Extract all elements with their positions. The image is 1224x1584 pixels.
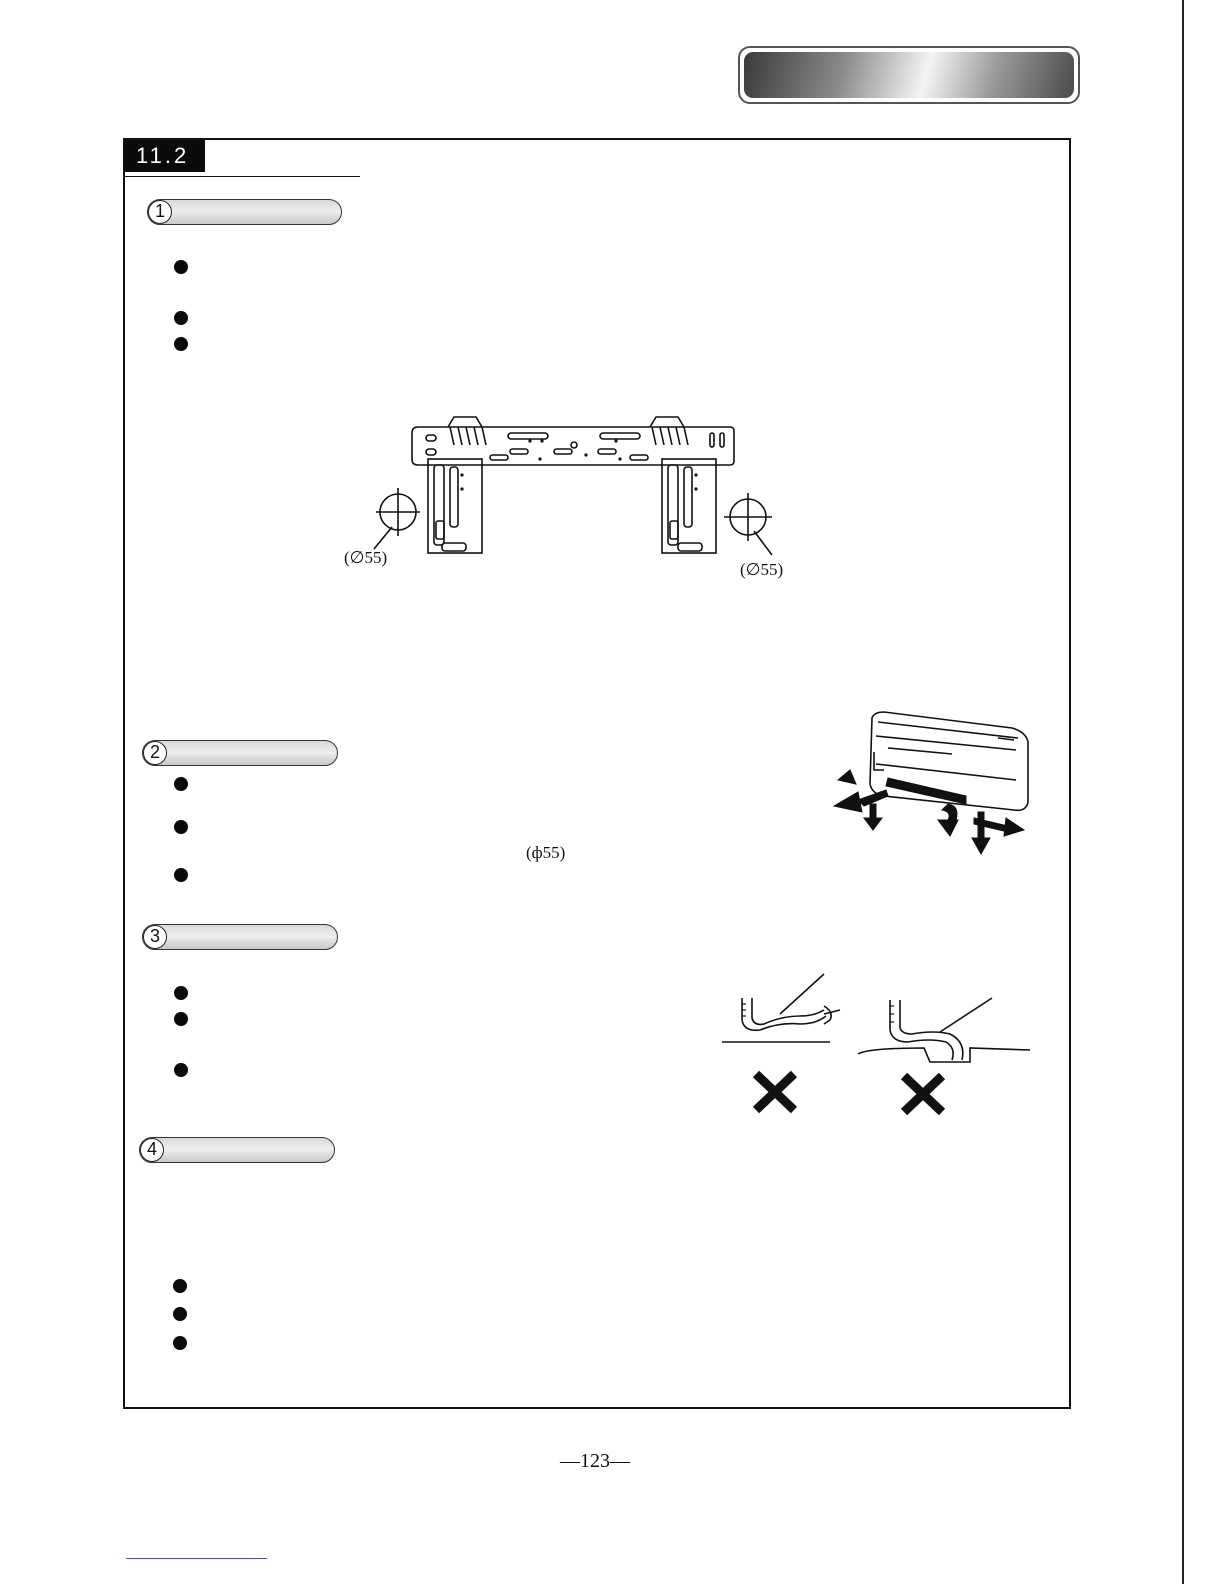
bullet-2b <box>174 820 188 834</box>
subsection-3-number: 3 <box>143 925 167 949</box>
section-title-underline <box>124 176 360 177</box>
bullet-1b <box>174 311 188 325</box>
mounting-plate-diagram <box>330 405 810 590</box>
bullet-4b <box>173 1307 187 1321</box>
subsection-4-number: 4 <box>140 1138 164 1162</box>
drain-hose-incorrect-diagram <box>720 970 1040 1125</box>
indoor-unit-piping-diagram <box>828 708 1038 868</box>
subsection-2-heading <box>142 740 338 766</box>
bullet-2a <box>174 777 188 791</box>
bullet-1c <box>174 337 188 351</box>
chapter-header-tab <box>738 46 1080 104</box>
section-number-badge: 11.2 <box>124 140 205 172</box>
bullet-3b <box>174 1012 188 1026</box>
left-hole-diameter-label: (∅55) <box>344 548 388 567</box>
bullet-3a <box>174 986 188 1000</box>
subsection-1-heading <box>147 199 342 225</box>
subsection-4-heading <box>139 1137 335 1163</box>
right-hole-diameter-label: (∅55) <box>740 560 784 579</box>
bullet-2c <box>174 868 188 882</box>
footer-link-underline[interactable] <box>126 1558 267 1559</box>
subsection-3-heading <box>142 924 338 950</box>
bullet-1a <box>174 260 188 274</box>
chapter-header-gradient <box>744 52 1074 98</box>
subsection-2-number: 2 <box>143 741 167 765</box>
bullet-4a <box>173 1279 187 1293</box>
bullet-3c <box>174 1063 188 1077</box>
pipe-hole-diameter-label: (ф55) <box>526 843 566 862</box>
page-edge-rule <box>1182 0 1184 1584</box>
page-number: —123— <box>560 1450 630 1472</box>
subsection-1-number: 1 <box>148 200 172 224</box>
bullet-4c <box>173 1336 187 1350</box>
